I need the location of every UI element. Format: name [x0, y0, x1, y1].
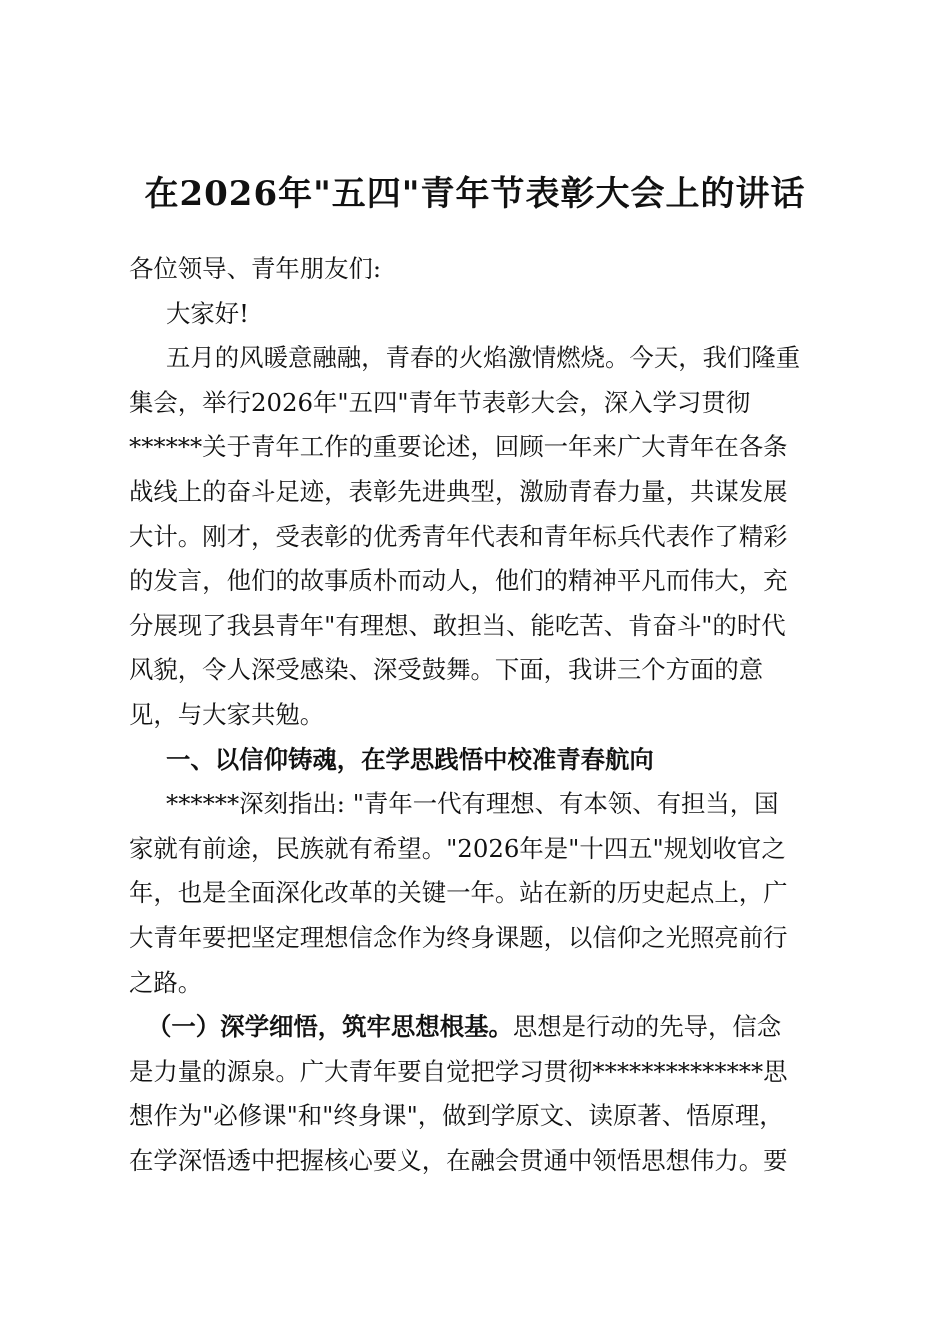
- salutation: 各位领导、青年朋友们:: [129, 254, 382, 283]
- subsection-text: 思想是行动的先导，信念: [512, 1012, 782, 1042]
- paragraph-line: 之路。: [129, 967, 203, 997]
- paragraph-line: [129, 1005, 829, 1050]
- document-body: [129, 247, 829, 1183]
- greeting: 大家好!: [166, 298, 249, 328]
- subsection-lead: （一）深学细悟，筑牢思想根基。: [147, 1012, 513, 1042]
- subsection-paragraph: [129, 1005, 829, 1183]
- paragraph-line: 五月的风暖意融融，青春的火焰激情燃烧。今天，我们隆重: [166, 343, 801, 373]
- paragraph-line: 在学深悟透中把握核心要义，在融会贯通中领悟思想伟力。要: [129, 1145, 788, 1175]
- paragraph-line: 大计。刚才，受表彰的优秀青年代表和青年标兵代表作了精彩: [129, 521, 788, 551]
- paragraph-line: ******关于青年工作的重要论述，回顾一年来广大青年在各条: [129, 432, 788, 462]
- paragraph-line: 集会，举行2026年"五四"青年节表彰大会，深入学习贯彻: [129, 387, 751, 417]
- paragraph-line: 见，与大家共勉。: [129, 699, 325, 729]
- paragraph-line: 分展现了我县青年"有理想、敢担当、能吃苦、肯奋斗"的时代: [129, 610, 786, 640]
- section-heading: 一、以信仰铸魂，在学思践悟中校准青春航向: [166, 744, 654, 774]
- document-title: 在2026年"五四"青年节表彰大会上的讲话: [144, 174, 806, 214]
- paragraph-line: 战线上的奋斗足迹，表彰先进典型，激励青春力量，共谋发展: [129, 476, 788, 506]
- paragraph-line: 大青年要把坚定理想信念作为终身课题，以信仰之光照亮前行: [129, 922, 788, 952]
- paragraph-line: 是力量的源泉。广大青年要自觉把学习贯彻**************思: [129, 1056, 788, 1086]
- paragraph-line: 家就有前途，民族就有希望。"2026年是"十四五"规划收官之: [129, 833, 786, 863]
- paragraph-line: ******深刻指出: "青年一代有理想、有本领、有担当，国: [166, 789, 779, 819]
- paragraph-line: 年，也是全面深化改革的关键一年。站在新的历史起点上，广: [129, 878, 788, 908]
- intro-paragraph: [129, 336, 829, 737]
- paragraph-line: 风貌，令人深受感染、深受鼓舞。下面，我讲三个方面的意: [129, 655, 764, 685]
- section-paragraph: [129, 782, 829, 1005]
- paragraph-line: 的发言，他们的故事质朴而动人，他们的精神平凡而伟大，充: [129, 566, 788, 596]
- paragraph-line: 想作为"必修课"和"终身课"，做到学原文、读原著、悟原理，: [129, 1101, 784, 1131]
